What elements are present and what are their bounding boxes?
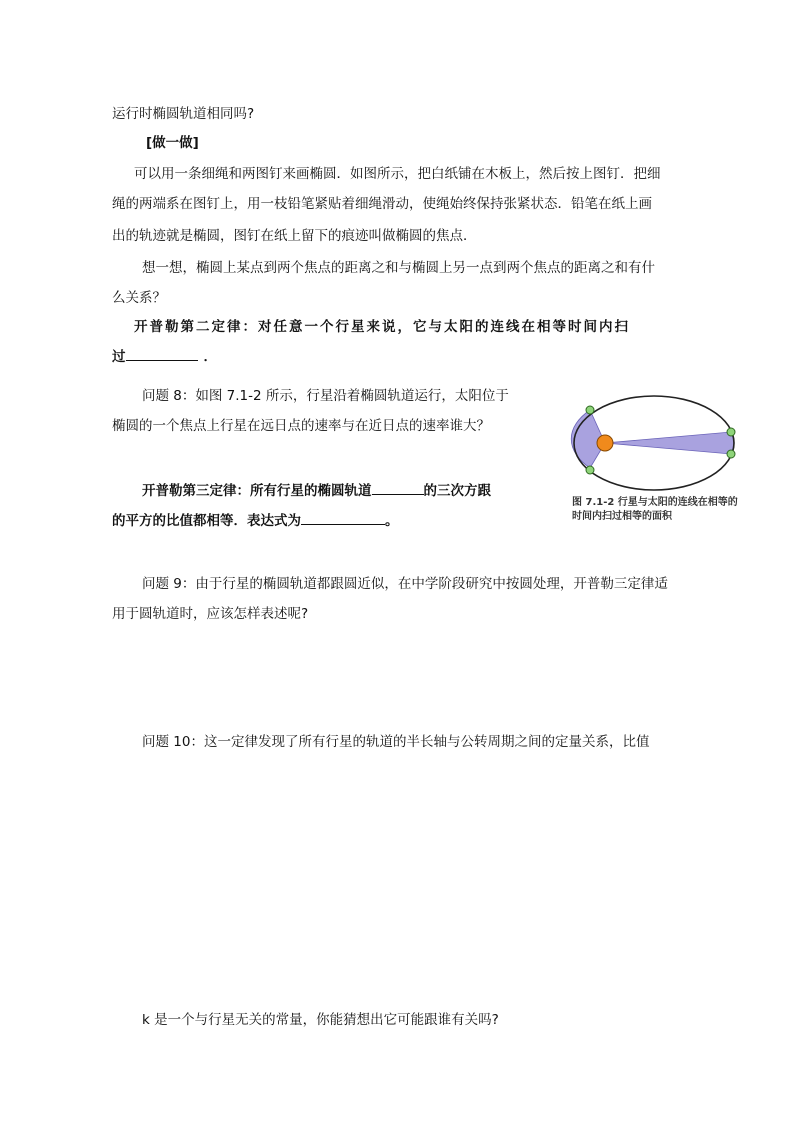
section-heading-do: [做一做] — [146, 135, 199, 151]
swept-area-aphelion — [605, 432, 733, 454]
paragraph-line: 想一想，椭圆上某点到两个焦点的距离之和与椭圆上另一点到两个焦点的距离之和有什 — [142, 260, 655, 276]
planet-icon — [727, 450, 735, 458]
paragraph-line: 绳的两端系在图钉上，用一枝铅笔紧贴着细绳滑动，使绳始终保持张紧状态．铅笔在纸上画 — [112, 196, 652, 212]
planet-icon — [727, 428, 735, 436]
fill-in-blank[interactable] — [126, 346, 198, 361]
kepler-third-law-line — [142, 480, 491, 501]
kepler-second-law-line — [112, 346, 217, 367]
fill-in-blank[interactable] — [301, 510, 385, 525]
planet-icon — [586, 466, 594, 474]
paragraph-line: 么关系？ — [112, 290, 166, 306]
question-10-line: 问题 10：这一定律发现了所有行星的轨道的半长轴与公转周期之间的定量关系，比值 — [142, 734, 650, 750]
text-fragment: 的平方的比值都相等．表达式为 — [112, 513, 301, 529]
kepler-second-law-line: 开普勒第二定律：对任意一个行星来说，它与太阳的连线在相等时间内扫 — [134, 319, 630, 335]
text-line: 运行时椭圆轨道相同吗? — [112, 106, 255, 122]
fill-in-blank[interactable] — [372, 480, 424, 495]
question-9-line: 问题 9：由于行星的椭圆轨道都跟圆近似，在中学阶段研究中按圆处理，开普勒三定律适 — [142, 576, 668, 592]
kepler-third-law-line — [112, 510, 399, 531]
question-8-line: 椭圆的一个焦点上行星在远日点的速率与在近日点的速率谁大？ — [112, 418, 490, 434]
figure-caption: 图 7.1-2 行星与太阳的连线在相等的时间内扫过相等的面积 — [572, 497, 738, 522]
k-constant-line: k 是一个与行星无关的常量，你能猜想出它可能跟谁有关吗? — [142, 1012, 499, 1028]
text-fragment: 开普勒第三定律：所有行星的椭圆轨道 — [142, 483, 372, 499]
text-fragment: 。 — [385, 513, 399, 529]
text-fragment: ． — [203, 349, 217, 365]
question-8-line: 问题 8：如图 7.1-2 所示，行星沿着椭圆轨道运行，太阳位于 — [142, 388, 509, 404]
question-9-line: 用于圆轨道时，应该怎样表述呢? — [112, 606, 309, 622]
text-fragment: 的三次方跟 — [423, 483, 491, 499]
paragraph-line: 出的轨迹就是椭圆，图钉在纸上留下的痕迹叫做椭圆的焦点． — [112, 228, 477, 244]
planet-icon — [586, 406, 594, 414]
paragraph-line: 可以用一条细绳和两图钉来画椭圆．如图所示，把白纸铺在木板上，然后按上图钉．把细 — [134, 166, 661, 182]
sun-icon — [597, 435, 613, 451]
text-fragment: 过 — [112, 349, 126, 365]
